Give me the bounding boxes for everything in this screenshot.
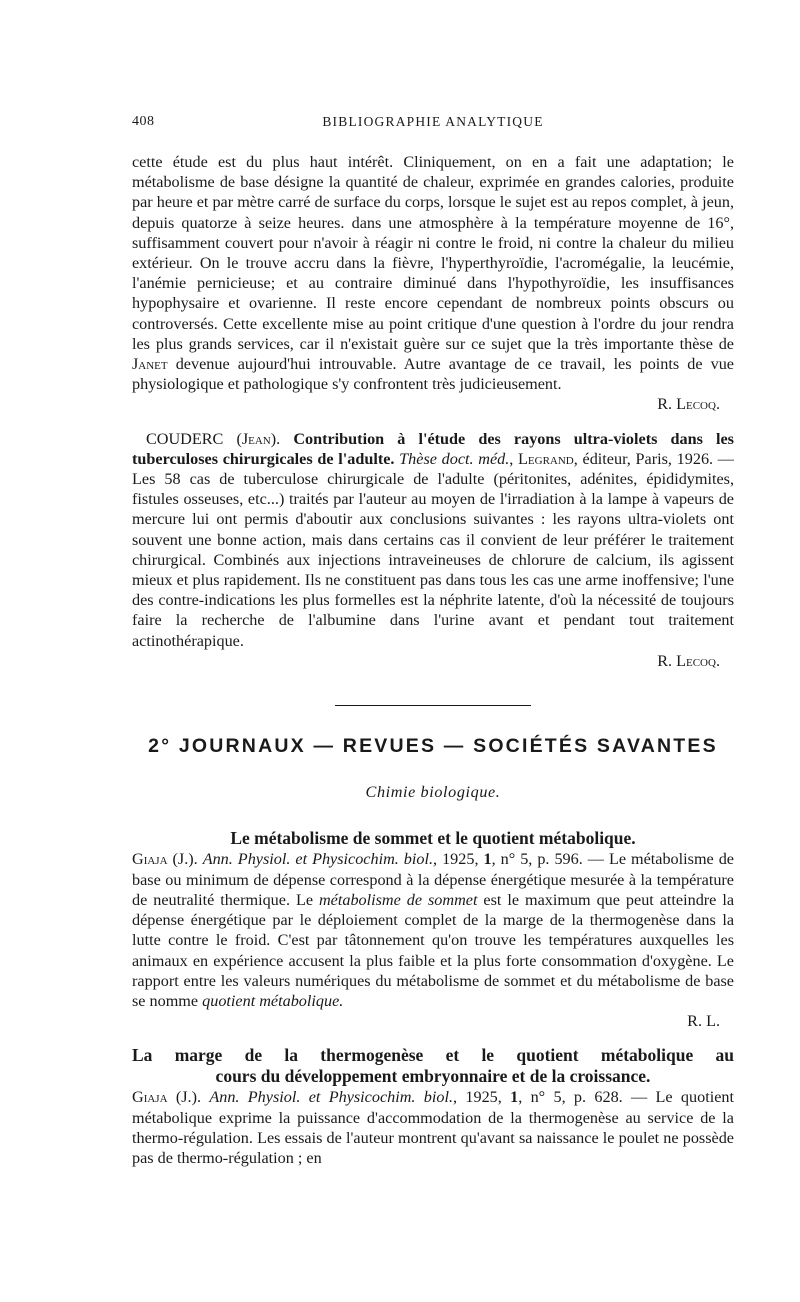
section-title: 2° JOURNAUX — REVUES — SOCIÉTÉS SAVANTES	[148, 735, 718, 758]
running-title: BIBLIOGRAPHIE ANALYTIQUE	[322, 114, 544, 129]
review-signature-1: R. Lecoq.	[657, 395, 720, 414]
article-1-body: Giaja (J.). Ann. Physiol. et Physicochim. biol., 1925, 1, n° 5, p. 596. — Le métabolisme de base ou minimum de dépense correspond à la dépense énergétique mesurée à la température de neutralité thermique. Le métabolisme de sommet est le maximum que peut atteindre la dépense énergétique par le déploiement complet de la marge de la thermogenèse dans la lutte contre le froid. C'est par tâtonnement qu'on trouve les températures auxquelles les animaux en expérience accusent la plus faible et la plus forte consommation d'oxygène. Le rapport entre les valeurs numériques du métabolisme de sommet et du métabolisme de base se nomme quotient métabolique.	[132, 850, 734, 1010]
article-2-title-line-2: cours du développement embryonnaire et de la croissance.	[215, 1066, 651, 1087]
work-title: Contribution à l'étude des rayons ultra-violets dans les tuberculoses chirurgicales de l'adulte.	[132, 429, 734, 468]
article-1-signature: R. L.	[687, 1012, 720, 1031]
review-couderc	[132, 429, 734, 671]
review-signature-2: R. Lecoq.	[657, 651, 720, 670]
page	[132, 112, 734, 1182]
author-janet: Janet	[132, 355, 168, 374]
article-2	[132, 1045, 734, 1168]
article-1	[132, 828, 734, 1031]
article-2-title-line-1: La marge de la thermogenèse et le quotient métabolique au	[132, 1045, 734, 1066]
article-2-body: Giaja (J.). Ann. Physiol. et Physicochim. biol., 1925, 1, n° 5, p. 628. — Le quotient métabolique exprime la puissance d'accommodation de la thermogenèse au service de la thermo-régulation. Les essais de l'auteur montrent qu'avant sa naissance le poulet ne possède pas de thermo-régulation ; en	[132, 1088, 734, 1167]
article-1-title: Le métabolisme de sommet et le quotient métabolique.	[230, 828, 636, 849]
review-paragraph-2: COUDERC (Jean). Contribution à l'étude des rayons ultra-violets dans les tuberculoses chirurgicales de l'adulte. Thèse doct. méd., Legrand, éditeur, Paris, 1926. — Les 58 cas de tuberculose chirurgicale de l'adulte (péritonites, adénites, épididymites, fistules osseuses, etc...) traités par l'auteur au moyen de l'irradiation à la lampe à vapeurs de mercure lui ont permis d'aboutir aux conclusions suivantes : les rayons ultra-violets ont souvent une bonne action, mais dans certains cas il convient de leur préférer le traitement chirurgical. Combinés aux injections intraveineuses de chlorure de calcium, ils agissent mieux et plus rapidement. Ils ne constituent pas dans tous les cas une arme inoffensive; l'une des contre-indications les plus formelles est la néphrite latente, d'où la nécessité de toujours faire la recherche de l'albumine dans l'urine avant et pendant tout traitement actinothérapique.	[132, 429, 734, 650]
subsection-title: Chimie biologique.	[365, 783, 501, 802]
page-header	[132, 112, 734, 134]
separator-rule	[335, 705, 531, 706]
page-number: 408	[132, 114, 155, 129]
review-paragraph-1: cette étude est du plus haut intérêt. Cliniquement, on en a fait une adaptation; le métabolisme de base désigne la quantité de chaleur, exprimée en grandes calories, produite par heure et par mètre carré de surface du corps, lorsque le sujet est au repos complet, à jeun, depuis quatorze à seize heures. dans une atmosphère à la température moyenne de 16°, suffisamment couvert pour n'avoir à réagir ni contre le froid, ni contre la chaleur du milieu extérieur. On le trouve accru dans la fièvre, l'hyperthyroïdie, l'acromégalie, la leucémie, l'anémie pernicieuse; et au contraire diminué dans l'hypothyroïdie, les insuffisances hypophysaire et ovarienne. Il reste encore cependant de nombreux points obscurs ou controversés. Cette excellente mise au point critique d'une question à l'ordre du jour rendra les plus grands services, car il n'existait guère sur ce sujet que la très importante thèse de Janet devenue aujourd'hui introuvable. Autre avantage de ce travail, les points de vue physiologique et pathologique s'y confrontent très judicieusement.	[132, 153, 734, 394]
